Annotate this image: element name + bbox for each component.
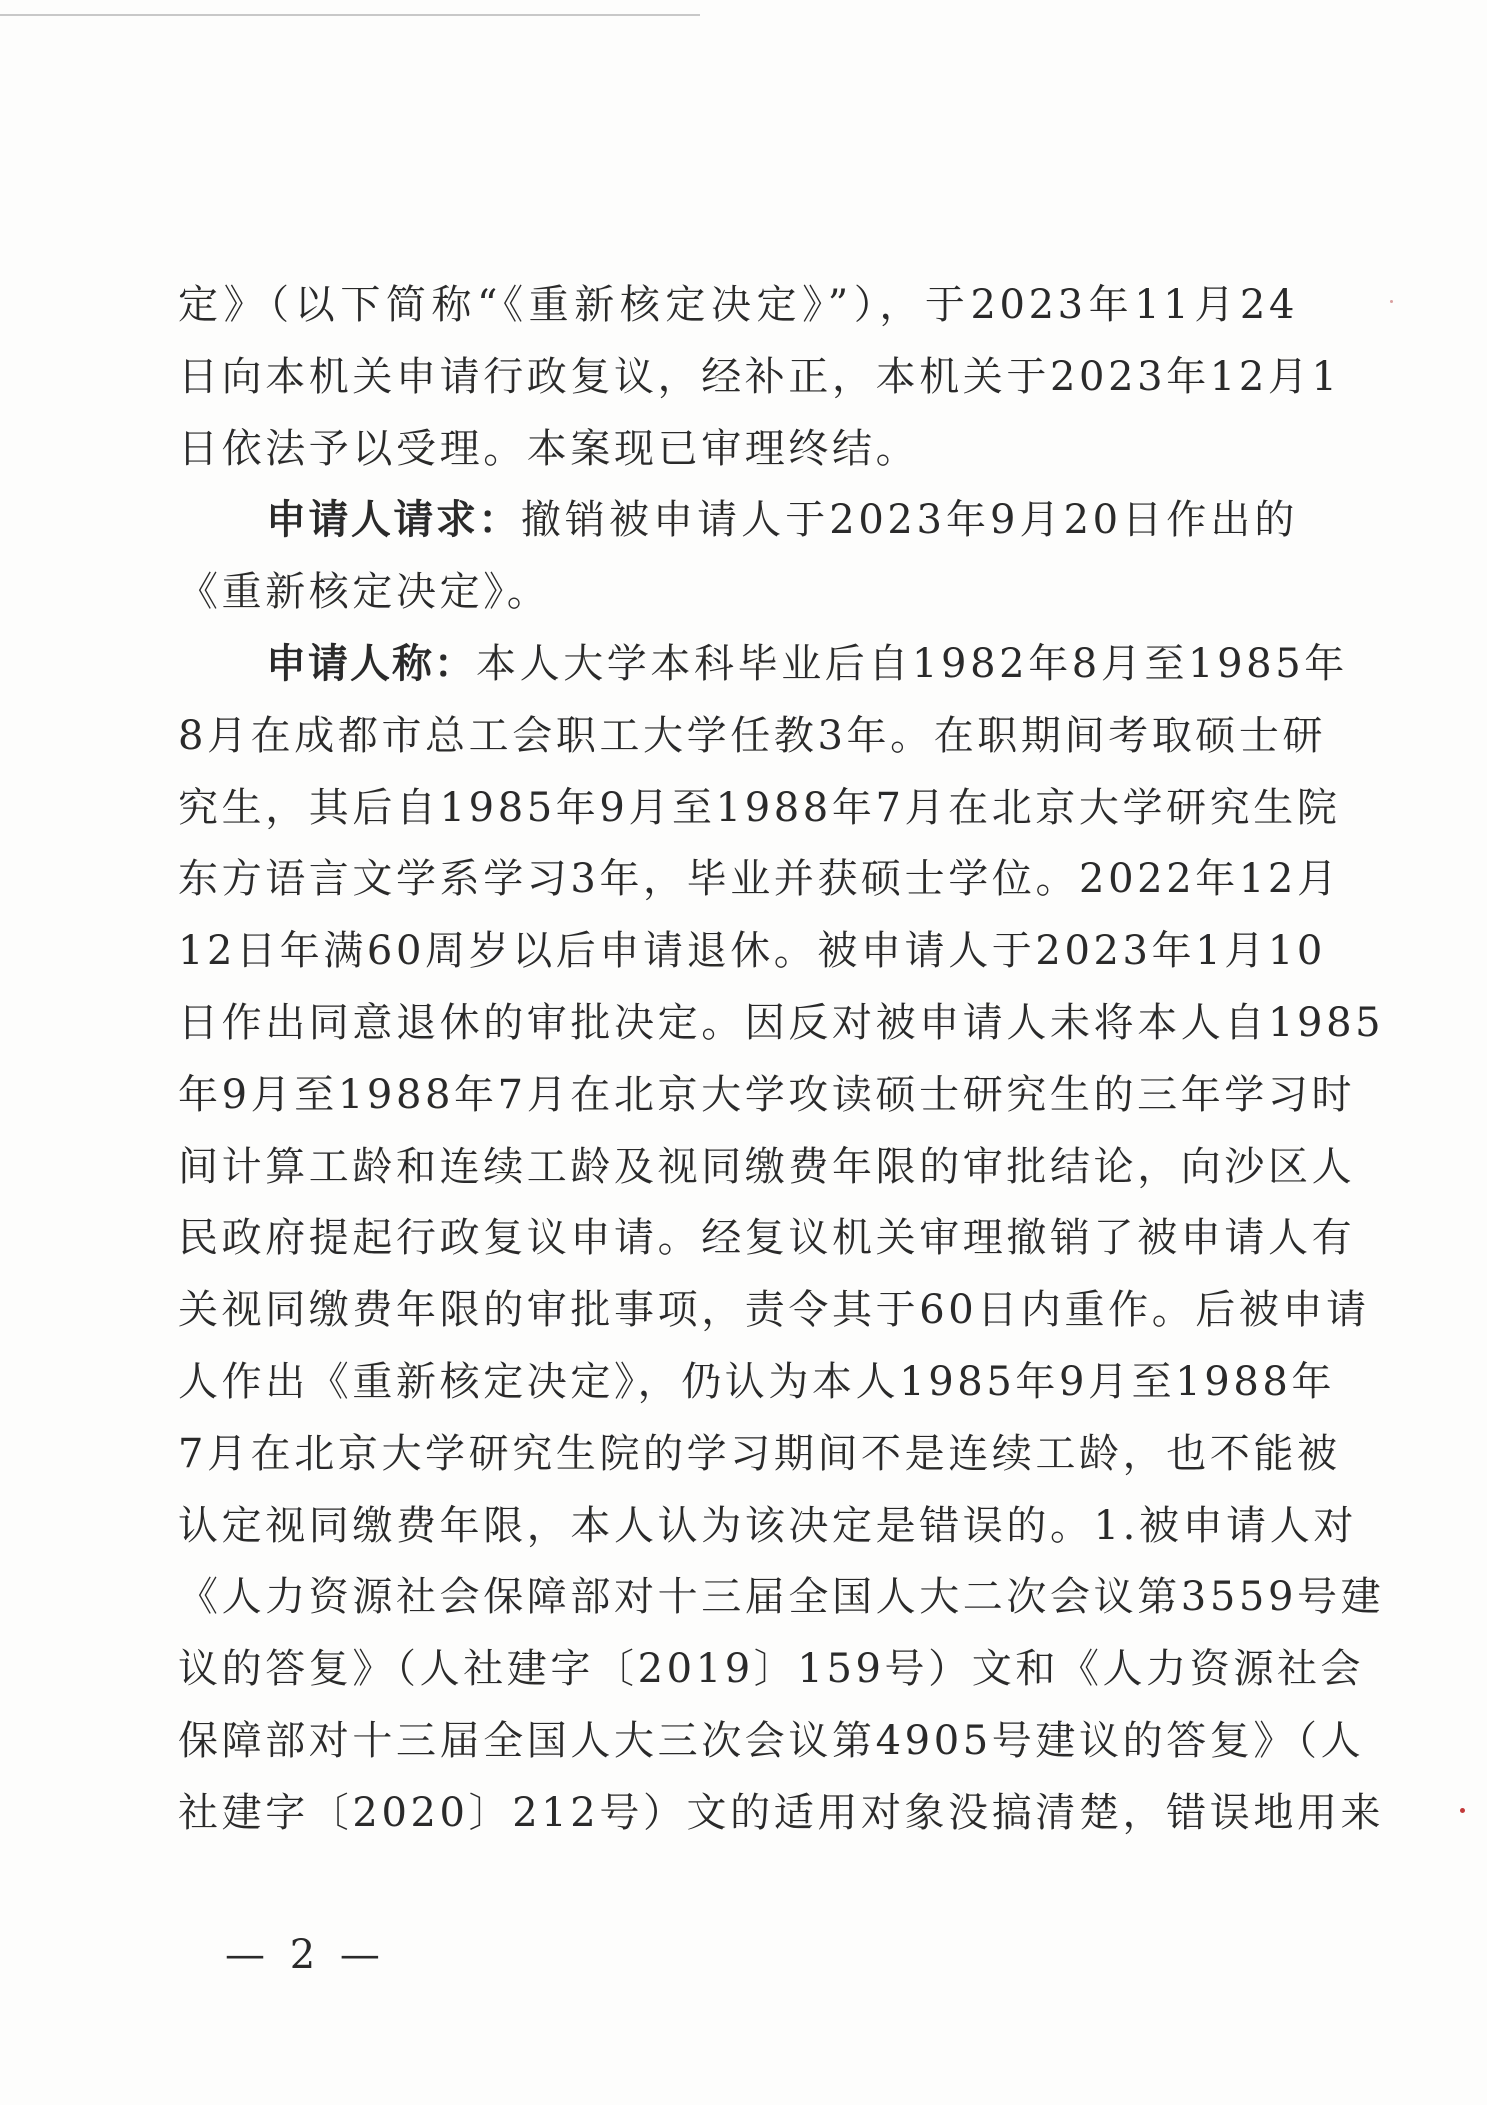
- text-line: 间计算工龄和连续工龄及视同缴费年限的审批结论，向沙区人: [178, 1143, 1356, 1190]
- text-line: 定》（以下简称“《重新核定决定》”），于2023年11月24: [178, 282, 1298, 328]
- label-applicant-statement: 申请人称：: [266, 640, 476, 687]
- text-line: 究生，其后自1985年9月至1988年7月在北京大学研究生院: [178, 784, 1341, 831]
- text-line: 日作出同意退休的审批决定。因反对被申请人未将本人自1985: [178, 999, 1385, 1046]
- text-line: 12日年满60周岁以后申请退休。被申请人于2023年1月10: [178, 928, 1326, 975]
- text-span: 撤销被申请人于2023年9月20日作出的: [520, 497, 1298, 544]
- text-line: 关视同缴费年限的审批事项，责令其于60日内重作。后被申请: [178, 1287, 1370, 1334]
- text-span: 本人大学本科毕业后自1982年8月至1985年: [476, 640, 1348, 687]
- label-applicant-request: 申请人请求：: [266, 497, 521, 544]
- text-line: 《重新核定决定》。: [178, 569, 551, 616]
- text-line: 保障部对十三届全国人大三次会议第4905号建议的答复》（人: [178, 1717, 1365, 1764]
- scan-speck: [1390, 300, 1393, 303]
- text-line: 8月在成都市总工会职工大学任教3年。在职期间考取硕士研: [178, 712, 1327, 759]
- text-line: 民政府提起行政复议申请。经复议机关审理撤销了被申请人有: [178, 1215, 1356, 1262]
- top-scan-rule: [0, 14, 700, 16]
- body-text: [178, 270, 1385, 1850]
- paragraph-statement-line: [178, 629, 1348, 701]
- text-line: 日向本机关申请行政复议，经补正，本机关于2023年12月1: [178, 353, 1341, 400]
- text-line: 东方语言文学系学习3年，毕业并获硕士学位。2022年12月: [178, 856, 1341, 903]
- text-line: 年9月至1988年7月在北京大学攻读硕士研究生的三年学习时: [178, 1071, 1356, 1118]
- paragraph-request-line: [178, 485, 1298, 557]
- text-line: 《人力资源社会保障部对十三届全国人大二次会议第3559号建: [178, 1574, 1385, 1621]
- text-line: 人作出《重新核定决定》，仍认为本人1985年9月至1988年: [178, 1358, 1336, 1405]
- text-line: 7月在北京大学研究生院的学习期间不是连续工龄，也不能被: [178, 1430, 1341, 1477]
- text-line: 认定视同缴费年限，本人认为该决定是错误的。1.被申请人对: [178, 1502, 1357, 1549]
- page-number: — 2 —: [225, 1932, 386, 1978]
- text-line: 日依法予以受理。本案现已审理终结。: [178, 425, 920, 472]
- text-line: 议的答复》（人社建字〔2019〕159号）文和《人力资源社会: [178, 1646, 1365, 1693]
- text-line: 社建字〔2020〕212号）文的适用对象没搞清楚，错误地用来: [178, 1789, 1385, 1836]
- scan-speck: [1460, 1808, 1465, 1813]
